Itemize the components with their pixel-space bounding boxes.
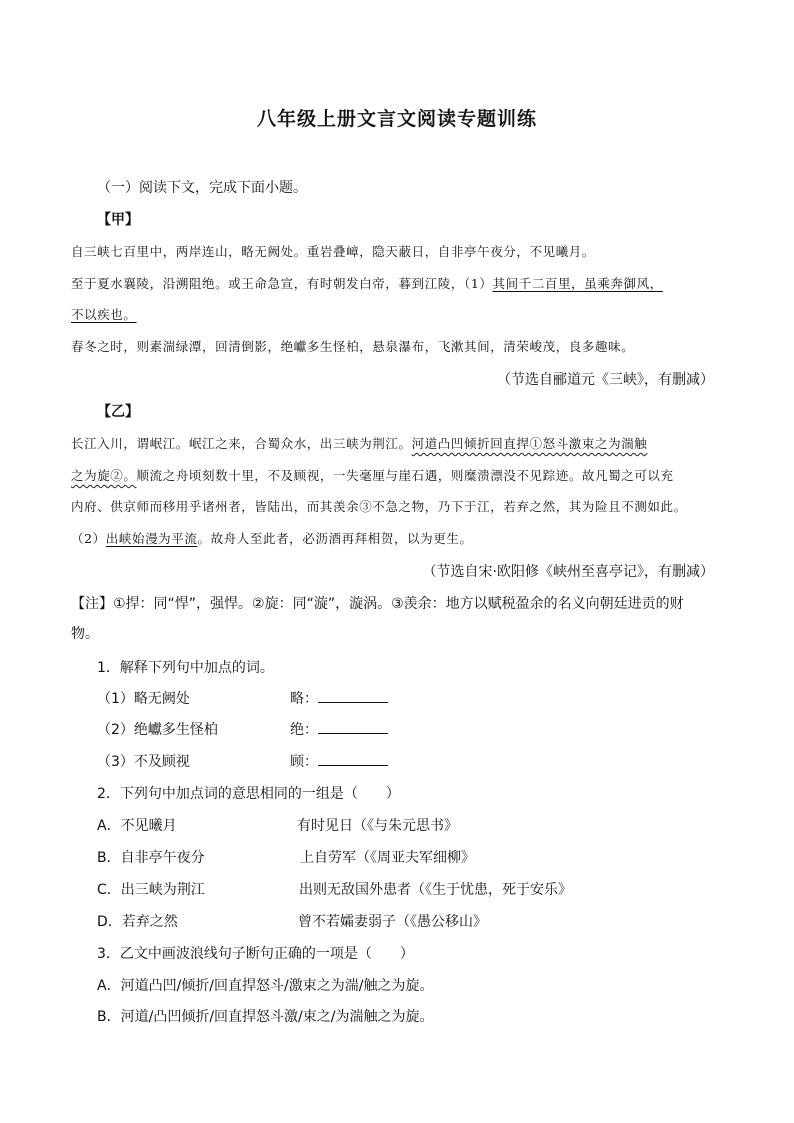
q3-option-a: A．河道凸凹/倾折/回直捍怒斗/激束之为湍/触之为旋。: [97, 978, 434, 994]
q2-option-c-compare: 出则无敌国外患者（《生于忧患，死于安乐》: [299, 882, 572, 898]
answer-blank[interactable]: [318, 721, 388, 734]
jia-line-4: 春冬之时，则素湍绿潭，回清倒影，绝巘多生怪柏，悬泉瀑布，飞漱其间，清荣峻茂，良多趣味。: [71, 339, 635, 354]
jia-line-1: 自三峡七百里中，两岸连山，略无阙处。重岩叠嶂，隐天蔽日，自非亭午夜分，不见曦月。: [71, 244, 596, 259]
yi-label: 【乙】: [97, 404, 139, 420]
jia-label: 【甲】: [97, 212, 139, 228]
q2-option-b-compare: 上自劳军（《周亚夫军细柳》: [300, 850, 475, 866]
jia-line-2-text: 至于夏水襄陵，沿溯阻绝。或王命急宣，有时朝发白帝，暮到江陵，: [71, 276, 465, 291]
q2-option-c: C．出三峡为荆江: [97, 882, 205, 898]
yi-line-2-text: 顺流之舟顷刻数十里，不及顾视，一失毫厘与崖石遇，则糜溃漂没不见踪迹。故凡蜀之可以充: [136, 468, 674, 483]
q1-item-3-answer: [290, 751, 388, 771]
section-intro: （一）阅读下文，完成下面小题。: [97, 180, 307, 196]
yi-line-4: [71, 529, 473, 547]
yi-source: （节选自宋·欧阳修《峡州至喜亭记》，有删减）: [422, 564, 714, 580]
yi-line-4-text: 。故舟人至此者，必沥酒再拜相贺，以为更生。: [197, 531, 473, 546]
q2-option-d-compare: 曾不若孀妻弱子（《愚公移山》: [298, 914, 487, 930]
note-line-1: 【注】①捍：同“悍”，强悍。②旋：同“漩”，漩涡。③羡余：地方以赋税盈余的名义向朝廷进贡的财: [71, 596, 684, 612]
yi-underlined-sentence: 出峡始漫为平流: [105, 531, 198, 546]
answer-blank[interactable]: [318, 690, 388, 703]
jia-line-3: 不以疾也。: [71, 307, 137, 322]
q2-option-a-compare: 有时见日（《与朱元思书》: [297, 818, 458, 834]
q1-stem: 1．解释下列句中加点的词。: [97, 660, 274, 676]
q2-option-b: B．自非亭午夜分: [97, 850, 205, 866]
yi-line-1: [71, 434, 647, 452]
q1-item-3-word: 顾：: [290, 754, 318, 770]
q2-option-a: A．不见曦月: [97, 818, 177, 834]
q3-stem: 3．乙文中画波浪线句子断句正确的一项是（ ）: [97, 946, 414, 962]
q2-stem: 2．下列句中加点词的意思相同的一组是（ ）: [97, 786, 400, 802]
q2-option-d: D．若弃之然: [97, 914, 178, 930]
q1-item-2-answer: [290, 719, 388, 739]
q1-item-3-sentence: （3）不及顾视: [97, 754, 190, 770]
q1-item-2-sentence: （2）绝巘多生怪柏: [97, 722, 218, 738]
yi-line-1-text: 长江入川，谓岷江。岷江之来，合蜀众水，出三峡为荆江。: [71, 436, 412, 451]
page-title: 八年级上册文言文阅读专题训练: [256, 108, 537, 130]
jia-underlined-sentence: 其间千二百里，虽乘奔御风，: [492, 276, 663, 291]
q1-item-2-word: 绝：: [290, 722, 318, 738]
jia-line-2: [71, 274, 663, 292]
note-line-2: 物。: [71, 626, 99, 642]
jia-q1-marker: （1）: [464, 276, 493, 291]
yi-q2-marker: （2）: [71, 531, 106, 546]
q1-item-1-sentence: （1）略无阙处: [97, 691, 190, 707]
yi-wavy-sentence-part1: 河道凸凹倾折回直捍①怒斗激束之为湍触: [411, 436, 648, 451]
yi-line-2: [71, 466, 674, 484]
q1-item-1-answer: [290, 688, 388, 708]
yi-wavy-sentence-part2: 之为旋②。: [71, 468, 137, 483]
q1-item-1-word: 略：: [290, 691, 318, 707]
yi-line-3: 内府、供京师而移用乎诸州者，皆陆出，而其羡余③不急之物，乃下于江，若弃之然，其为险且不测如此。: [71, 499, 687, 514]
answer-blank[interactable]: [318, 753, 388, 766]
q3-option-b: B．河道/凸凹倾折/回直捍怒斗激/束之/为湍触之为旋。: [97, 1009, 434, 1025]
jia-source: （节选自郦道元《三峡》，有删减）: [497, 372, 714, 388]
